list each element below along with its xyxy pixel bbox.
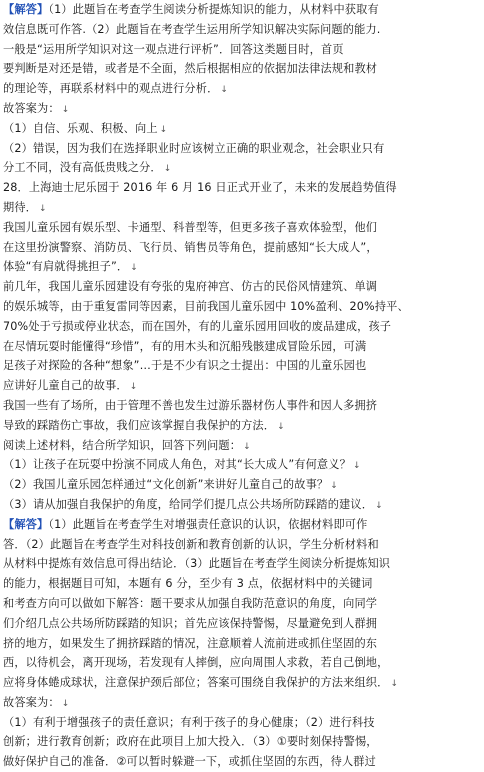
line-text: 的理论等，再联系材料中的观点进行分析． xyxy=(3,82,219,96)
document-line xyxy=(3,396,481,416)
document-line xyxy=(3,337,481,357)
document-line xyxy=(3,495,481,515)
document-line xyxy=(3,475,481,495)
line-text: 的娱乐城等，由于重复雷同等因素，目前我国儿童乐园中 10%盈利、20%持平、 xyxy=(3,299,409,313)
line-text: （1）此题旨在考查学生阅读分析提炼知识的能力，从材料中获取有 xyxy=(48,3,379,16)
line-text: （1）自信、乐观、积极、向上 xyxy=(3,121,158,135)
document-line xyxy=(3,356,481,376)
line-text: 在尽情玩耍时能懂得“珍惜”，有的用木头和沉船残骸建成冒险乐园，可满 xyxy=(3,339,367,353)
document-line xyxy=(3,79,481,99)
document-line xyxy=(3,634,481,654)
document-line xyxy=(3,515,481,535)
document-line xyxy=(3,673,481,693)
document-line xyxy=(3,277,481,297)
line-text: 的能力，根据题目可知，本题有 6 分，至少有 3 点，依据材料中的关键词 xyxy=(3,577,373,591)
document-line xyxy=(3,158,481,178)
document-line xyxy=(3,119,481,139)
line-break-mark: ↓ xyxy=(330,481,338,492)
line-text: 应将身体蜷成球状，注意保护颈后部位；答案可围绕自我保护的方法来组织． xyxy=(3,676,389,690)
document-line xyxy=(3,752,481,772)
line-text: （2）我国儿童乐园怎样通过“文化创新”来讲好儿童自己的故事？ xyxy=(3,478,329,492)
document-line xyxy=(3,713,481,733)
line-text: 从材料中提炼有效信息可得出结论．（3）此题旨在考查学生阅读分析提炼知识 xyxy=(3,557,391,571)
line-text: 70%处于亏损或停业状态，而在国外，有的儿童乐园用回收的废品建成，孩子 xyxy=(3,319,392,333)
line-break-mark: ↓ xyxy=(352,461,361,472)
document-line xyxy=(3,693,481,713)
line-text: 阅读上述材料，结合所学知识，回答下列问题： xyxy=(3,438,242,452)
line-text: 足孩子对探险的各种“想象”…于是不少有识之士提出：中国的儿童乐园也 xyxy=(3,359,367,373)
document-line xyxy=(3,535,481,555)
line-break-mark: ↓ xyxy=(375,500,383,511)
document-line xyxy=(3,614,481,634)
line-text: 体验“有肩就得挑担子”． xyxy=(3,260,129,274)
line-break-mark: ↓ xyxy=(39,203,47,214)
document-line xyxy=(3,455,481,475)
line-text: 应讲好儿童自己的故事． xyxy=(3,379,128,393)
line-text: 们介绍几点公共场所防踩踏的知识；首先应该保持警惕，尽量避免到人群拥 xyxy=(3,616,378,630)
document-line xyxy=(3,238,481,258)
document-page xyxy=(3,0,481,772)
line-text: （1）让孩子在玩耍中扮演不同成人角色，对其“长大成人”有何意义？ xyxy=(3,458,351,472)
line-text: 要判断是对还是错，或者是不全面，然后根据相应的依据加法律法规和教材 xyxy=(3,62,378,76)
document-line xyxy=(3,416,481,436)
document-line xyxy=(3,732,481,752)
line-text: （2）错误，因为我们在选择职业时应该树立正确的职业观念，社会职业只有 xyxy=(3,141,385,155)
line-text: 和考查方向可以做如下解答：题干要求从加强自我防范意识的角度，向同学 xyxy=(3,596,378,610)
line-text: 我国儿童乐园有娱乐型、卡通型、科普型等，但更多孩子喜欢体验型，他们 xyxy=(3,220,378,234)
line-text: 创新；进行教育创新；政府在此项目上加大投入．（3）①要时刻保持警惕， xyxy=(3,735,378,749)
document-line xyxy=(3,317,481,337)
document-line xyxy=(3,436,481,456)
document-line xyxy=(3,178,481,198)
line-text: 期待． xyxy=(3,200,38,214)
line-text: 28．上海迪士尼乐园于 2016 年 6 月 16 日正式开业了，未来的发展趋势值得 xyxy=(3,181,397,195)
line-break-mark: ↓ xyxy=(390,679,399,690)
answer-tag: 【解答】 xyxy=(3,517,49,531)
line-break-mark: ↓ xyxy=(159,124,168,135)
document-line xyxy=(3,574,481,594)
line-text: 在这里扮演警察、消防员、飞行员、销售员等角色，提前感知“长大成人”， xyxy=(3,240,378,254)
document-line xyxy=(3,139,481,159)
line-text: （1）此题旨在考查学生对增强责任意识的认识，依据材料即可作 xyxy=(48,517,368,531)
document-line xyxy=(3,59,481,79)
document-line xyxy=(3,198,481,218)
line-text: 西，以待机会，离开现场，若发现有人摔倒，应向周围人求救，若自己倒地， xyxy=(3,656,389,670)
document-line xyxy=(3,40,481,60)
line-text: （3）请从加强自我保护的角度，给同学们提几点公共场所防踩踏的建议． xyxy=(3,497,374,511)
line-text: 做好保护自己的准备．②可以暂时躲避一下，或抓住坚固的东西，待人群过 xyxy=(3,755,376,769)
answer-tag: 【解答】 xyxy=(3,3,49,16)
document-line xyxy=(3,218,481,238)
line-break-mark: ↓ xyxy=(130,263,138,274)
line-break-mark: ↓ xyxy=(243,441,251,452)
document-line xyxy=(3,594,481,614)
line-text: 前几年，我国儿童乐园建设有夸张的鬼府神宫、仿古的民俗风情建筑、单调 xyxy=(3,280,378,294)
line-break-mark: ↓ xyxy=(220,85,229,96)
line-break-mark: ↓ xyxy=(61,698,70,709)
line-text: 故答案为： xyxy=(3,695,60,709)
line-text: 故答案为： xyxy=(3,101,60,115)
document-line xyxy=(3,0,481,20)
line-text: 效信息既可作答.（2）此题旨在考查学生运用所学知识解决实际问题的能力. xyxy=(3,22,381,36)
line-text: 一般是“运用所学知识对这一观点进行评析”．回答这类题目时，首页 xyxy=(3,42,344,56)
line-text: 答．（2）此题旨在考查学生对科技创新和教育创新的认识，学生分析材料和 xyxy=(3,537,379,551)
document-line xyxy=(3,99,481,119)
document-line xyxy=(3,554,481,574)
line-text: 挤的地方，如果发生了拥挤踩踏的情况，注意顺着人流前进或抓住坚固的东 xyxy=(3,636,378,650)
line-text: （1）有利于增强孩子的责任意识；有利于孩子的身心健康；（2）进行科技 xyxy=(3,715,375,729)
line-break-mark: ↓ xyxy=(129,382,138,393)
document-line xyxy=(3,20,481,40)
line-break-mark: ↓ xyxy=(163,164,172,175)
document-line xyxy=(3,376,481,396)
document-line xyxy=(3,297,481,317)
line-text: 我国一些有了场所，由于管理不善也发生过游乐器材伤人事件和因人多拥挤 xyxy=(3,398,378,412)
line-text: 导致的踩踏伤亡事故，我们应该掌握自我保护的方法． xyxy=(3,418,276,432)
line-text: 分工不同，没有高低贵贱之分． xyxy=(3,161,162,175)
line-break-mark: ↓ xyxy=(61,104,70,115)
document-line xyxy=(3,653,481,673)
document-line xyxy=(3,257,481,277)
line-break-mark: ↓ xyxy=(277,421,285,432)
